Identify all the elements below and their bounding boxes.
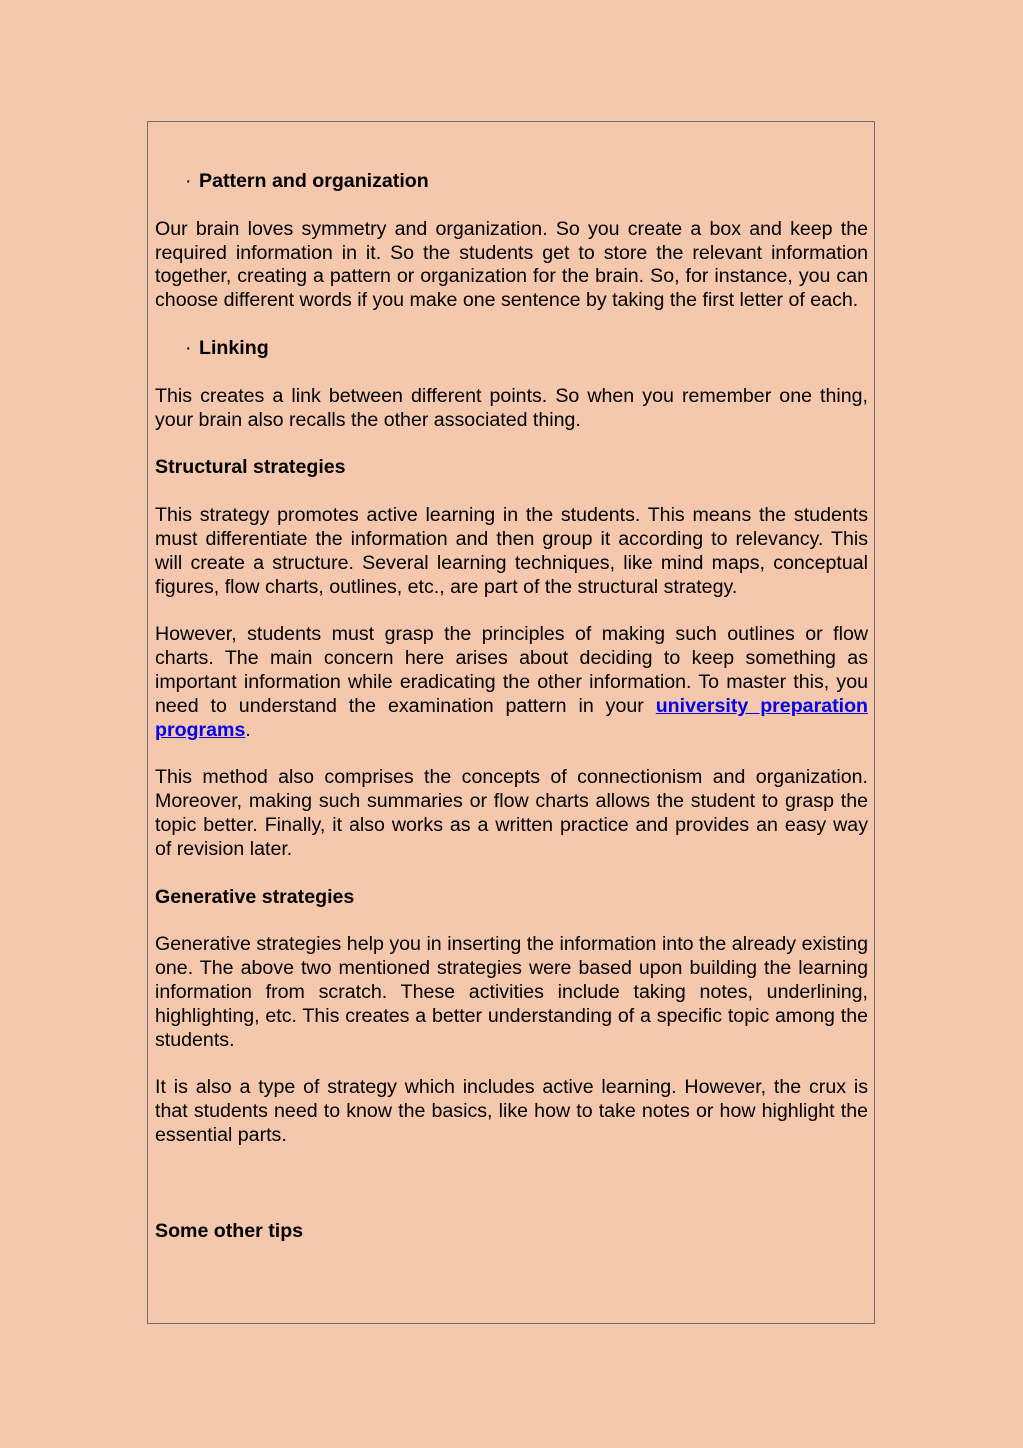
paragraph-text: However, students must grasp the principles of making such outlines or flow charts. The main concern here arises about deciding to keep something as important information while eradicating the other information. To master this, you need to understand the examination pattern in your: [155, 623, 868, 717]
paragraph-linking: This creates a link between different points. So when you remember one thing, your brain also recalls the other associated thing.: [155, 384, 868, 431]
paragraph-generative-2: It is also a type of strategy which includes active learning. However, the crux is that students need to know the basics, like how to take notes or how highlight the essential parts.: [155, 1076, 868, 1146]
paragraph-pattern: Our brain loves symmetry and organization. So you create a box and keep the required information in it. So the students get to store the relevant information together, creating a pattern or organization for the brain. So, for instance, you can choose different words if you make one sentence by taking the first letter of each.: [155, 217, 868, 312]
university-programs-link[interactable]: university preparation programs: [155, 694, 869, 741]
bullet-label: Linking: [199, 336, 269, 359]
paragraph-end: .: [245, 718, 251, 741]
bullet-marker: ·: [185, 336, 192, 359]
bullet-linking: [155, 337, 868, 361]
heading-structural-strategies: Structural strategies: [155, 456, 346, 479]
paragraph-generative-1: Generative strategies help you in inserting the information into the already existing one. The above two mentioned strategies were based upon building the learning information from scratch. These activities include taking notes, underlining, highlighting, etc. This creates a better understanding of a specific topic among the students.: [155, 933, 868, 1051]
paragraph-structural-2: [155, 623, 868, 742]
paragraph-structural-3: This method also comprises the concepts of connectionism and organization. Moreover, making such summaries or flow charts allows the student to grasp the topic better. Finally, it also works as a written practice and provides an easy way of revision later.: [155, 766, 868, 860]
bullet-pattern-organization: [155, 170, 868, 194]
bullet-label: Pattern and organization: [199, 170, 429, 192]
heading-generative-strategies: Generative strategies: [155, 885, 355, 908]
document-body: [155, 170, 868, 1268]
spacer: [155, 1172, 868, 1220]
paragraph-structural-1: This strategy promotes active learning in the students. This means the students must differentiate the information and then group it according to relevancy. This will create a structure. Several learning techniques, like mind maps, conceptual figures, flow charts, outlines, etc., are part of the structural strategy.: [155, 504, 868, 598]
heading-other-tips: Some other tips: [155, 1219, 304, 1242]
bullet-marker: ·: [185, 170, 192, 192]
